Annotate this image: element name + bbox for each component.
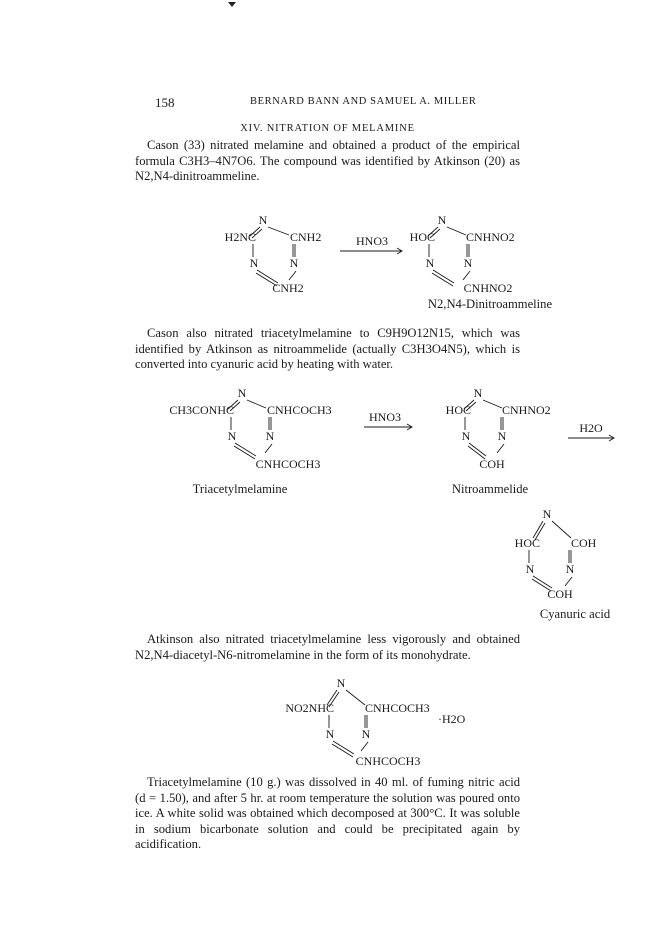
atom-n-top: N (336, 676, 346, 690)
atom-n-top: N (437, 213, 447, 227)
atom-n-left: N (325, 727, 335, 741)
atom-n-top: N (258, 213, 268, 227)
atom-n-top: N (473, 386, 483, 400)
structure-diacetyl-nitromelamine-hydrate (285, 676, 465, 768)
caption-cyanuric-acid: Cyanuric acid (539, 607, 611, 621)
caption-nitroammelide: Nitroammelide (451, 482, 529, 496)
atom-n-top: N (542, 507, 552, 521)
section-title: XIV. NITRATION OF MELAMINE (240, 123, 415, 134)
atom-n-left: N (525, 562, 535, 576)
group-bottom: COH (479, 457, 505, 471)
group-left: HOC (445, 403, 471, 417)
atom-n-left: N (461, 429, 471, 443)
atom-n-right: N (463, 256, 473, 270)
atom-n-right: N (361, 727, 371, 741)
paragraph-4: Triacetylmelamine (10 g.) was dissolved in 40 ml. of fuming nitric acid (d = 1.50), and after 5 hr. at room temperature the solution was poured onto ice. A white solid was obtained which decomposed at 300°C. It was soluble in sodium bicarbonate solution and could be precipitated again by acidification. (135, 775, 520, 851)
group-right: CNHCOCH3 (365, 701, 430, 715)
paragraph-1: Cason (33) nitrated melamine and obtained a product of the empirical formula C3H3–4N7O6. The compound was identified by Atkinson (20) as N2,N4-dinitroammeline. (135, 138, 520, 183)
group-bottom: CNHCOCH3 (255, 457, 321, 471)
atom-n-left: N (227, 429, 237, 443)
atom-n-right: N (497, 429, 507, 443)
group-bottom: CNHNO2 (463, 281, 513, 295)
atom-n-right: N (565, 562, 575, 576)
group-left: H2NC (224, 230, 256, 244)
bond-lines (327, 690, 368, 757)
atom-n-left: N (249, 256, 259, 270)
group-left: CH3CONHC (169, 403, 234, 417)
paragraph-2: Cason also nitrated triacetylmelamine to C9H9O12N15, which was identified by Atkinson as nitroammelide (actually C3H3O4N5), which is converted into cyanuric acid by heating with water. (135, 326, 520, 371)
caption-triacetylmelamine: Triacetylmelamine (192, 482, 288, 496)
paragraph-3: Atkinson also nitrated triacetylmelamine less vigorously and obtained N2,N4-diacetyl-N6-nitromelamine in the form of its monohydrate. (135, 632, 520, 662)
group-right: CNHNO2 (466, 230, 515, 244)
hydrate-label: ·H2O (438, 712, 466, 726)
running-title: BERNARD BANN AND SAMUEL A. MILLER (250, 96, 477, 107)
reagent-h2o: H2O (579, 421, 603, 435)
group-bottom: CNH2 (272, 281, 304, 295)
atom-n-left: N (425, 256, 435, 270)
group-right: CNHNO2 (502, 403, 551, 417)
group-left: NO2NHC (285, 701, 334, 715)
group-right: CNHCOCH3 (267, 403, 332, 417)
atom-n-top: N (237, 386, 247, 400)
caption-dinitroammeline: N2,N4-Dinitroammeline (427, 297, 553, 311)
reagent-hno3: HNO3 (356, 234, 388, 248)
page-number: 158 (155, 95, 175, 110)
group-bottom: CNHCOCH3 (355, 754, 421, 768)
group-right: CNH2 (290, 230, 322, 244)
group-left: HOC (409, 230, 435, 244)
group-bottom: COH (547, 587, 573, 601)
group-right: COH (571, 536, 597, 550)
reagent-hno3: HNO3 (369, 410, 401, 424)
atom-n-right: N (265, 429, 275, 443)
atom-n-right: N (289, 256, 299, 270)
group-left: HOC (514, 536, 540, 550)
